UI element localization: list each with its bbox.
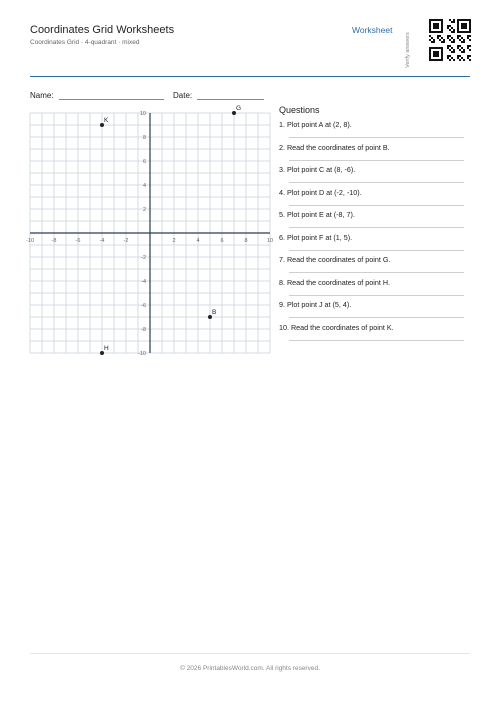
qr-module — [443, 39, 445, 41]
x-tick-label: -8 — [51, 238, 57, 244]
qr-module — [453, 49, 455, 51]
question-item — [279, 317, 464, 340]
questions-heading: Questions — [279, 105, 320, 115]
qr-module — [467, 55, 469, 57]
qr-module — [453, 21, 455, 23]
qr-module — [469, 49, 471, 51]
qr-module — [449, 45, 451, 47]
qr-module — [441, 37, 443, 39]
qr-module — [449, 19, 451, 21]
qr-module — [447, 37, 449, 39]
point-label: H — [104, 345, 109, 352]
qr-module — [459, 45, 461, 47]
questions-list — [279, 114, 464, 339]
qr-module — [469, 35, 471, 37]
qr-module — [437, 35, 439, 37]
qr-module — [459, 59, 461, 61]
qr-finder-center — [433, 23, 439, 29]
question-text: 5. Plot point E at (-8, 7). — [279, 210, 355, 219]
y-tick-label: -4 — [141, 279, 146, 285]
qr-module — [443, 41, 445, 43]
qr-module — [463, 59, 465, 61]
question-text: 9. Plot point J at (5, 4). — [279, 300, 352, 309]
qr-module — [463, 49, 465, 51]
question-item — [279, 137, 464, 160]
qr-module — [451, 27, 453, 29]
y-tick-label: -2 — [141, 255, 146, 261]
qr-module — [469, 55, 471, 57]
qr-module — [429, 35, 431, 37]
qr-module — [453, 51, 455, 53]
qr-module — [437, 37, 439, 39]
qr-module — [451, 41, 453, 43]
name-label: Name: — [30, 91, 54, 100]
qr-module — [431, 37, 433, 39]
qr-module — [453, 59, 455, 61]
qr-module — [469, 59, 471, 61]
point-label: B — [212, 309, 217, 316]
x-tick-label: 4 — [196, 238, 200, 244]
qr-module — [433, 39, 435, 41]
qr-module — [467, 47, 469, 49]
qr-module — [461, 41, 463, 43]
worksheet-tag: Worksheet — [352, 25, 393, 35]
x-tick-label: -4 — [99, 238, 105, 244]
y-tick-label: 4 — [142, 183, 146, 189]
question-item — [279, 294, 464, 317]
question-text: 6. Plot point F at (1, 5). — [279, 232, 353, 242]
x-tick-label: -10 — [26, 238, 34, 244]
qr-module — [449, 39, 451, 41]
qr-module — [439, 39, 441, 41]
header-divider — [30, 76, 470, 77]
question-item — [279, 204, 464, 227]
qr-module — [453, 41, 455, 43]
qr-module — [453, 31, 455, 33]
question-text: 4. Plot point D at (-2, -10). — [279, 187, 362, 197]
qr-module — [449, 59, 451, 61]
y-tick-label: -10 — [138, 351, 146, 357]
y-tick-label: -6 — [141, 303, 146, 309]
qr-module — [467, 35, 469, 37]
question-text: 7. Read the coordinates of point G. — [279, 255, 391, 264]
point-label: K — [104, 117, 109, 124]
qr-module — [461, 57, 463, 59]
qr-finder-center — [461, 23, 467, 29]
x-tick-label: 8 — [244, 238, 248, 244]
page-subtitle: Coordinates Grid · 4-quadrant · mixed — [30, 39, 140, 46]
footer-copyright: © 2026 PrintablesWorld.com. All rights reserved. — [180, 665, 320, 672]
qr-module — [451, 31, 453, 33]
page-title: Coordinates Grid Worksheets — [30, 24, 175, 36]
qr-module — [449, 49, 451, 51]
date-blank[interactable] — [197, 90, 264, 100]
qr-module — [457, 45, 459, 47]
qr-module — [431, 41, 433, 43]
qr-module — [461, 51, 463, 53]
qr-module — [449, 55, 451, 57]
qr-module — [469, 45, 471, 47]
question-item — [279, 272, 464, 295]
qr-module — [433, 41, 435, 43]
qr-module — [469, 39, 471, 41]
qr-module — [467, 45, 469, 47]
y-tick-label: -8 — [141, 327, 146, 333]
question-text: 8. Read the coordinates of point H. — [279, 277, 391, 287]
qr-module — [459, 39, 461, 41]
question-item — [279, 249, 464, 272]
question-text: 10. Read the coordinates of point K. — [279, 322, 394, 332]
qr-module — [459, 35, 461, 37]
qr-module — [457, 47, 459, 49]
qr-module — [447, 45, 449, 47]
qr-module — [459, 49, 461, 51]
question-item — [279, 227, 464, 250]
y-tick-label: 2 — [142, 207, 146, 213]
qr-module — [463, 39, 465, 41]
qr-module — [449, 35, 451, 37]
x-tick-label: -6 — [75, 238, 81, 244]
qr-module — [457, 35, 459, 37]
qr-module — [459, 55, 461, 57]
date-field[interactable] — [173, 90, 264, 100]
coordinate-grid[interactable] — [26, 105, 274, 357]
qr-module — [453, 39, 455, 41]
verify-answers-label: Verify answers — [405, 32, 411, 68]
qr-module — [463, 51, 465, 53]
answer-line[interactable] — [289, 340, 464, 341]
qr-module — [457, 55, 459, 57]
qr-module — [441, 41, 443, 43]
y-tick-label: 8 — [142, 135, 146, 141]
point-label: G — [236, 105, 242, 112]
qr-module — [429, 39, 431, 41]
qr-module — [439, 35, 441, 37]
x-tick-label: 6 — [220, 238, 224, 244]
qr-module — [457, 57, 459, 59]
qr-module — [451, 51, 453, 53]
qr-module — [449, 25, 451, 27]
qr-module — [449, 29, 451, 31]
qr-module — [447, 25, 449, 27]
x-tick-label: 2 — [172, 238, 176, 244]
qr-module — [461, 47, 463, 49]
qr-module — [447, 27, 449, 29]
qr-module — [453, 29, 455, 31]
qr-module — [451, 21, 453, 23]
question-text: 3. Plot point C at (8, -6). — [279, 165, 356, 174]
qr-module — [453, 19, 455, 21]
qr-module — [463, 41, 465, 43]
y-tick-label: 10 — [139, 111, 146, 117]
qr-module — [447, 55, 449, 57]
name-field[interactable] — [30, 90, 164, 100]
question-item — [279, 182, 464, 205]
qr-code-icon[interactable] — [427, 17, 473, 73]
qr-module — [461, 37, 463, 39]
question-text: 2. Read the coordinates of point B. — [279, 142, 390, 152]
qr-finder-center — [433, 51, 439, 57]
x-tick-label: 10 — [266, 238, 274, 244]
qr-module — [467, 37, 469, 39]
y-tick-label: 6 — [142, 159, 146, 165]
date-label: Date: — [173, 91, 193, 100]
qr-module — [447, 57, 449, 59]
qr-module — [447, 35, 449, 37]
qr-module — [451, 47, 453, 49]
qr-module — [447, 47, 449, 49]
question-text: 1. Plot point A at (2, 8). — [279, 120, 352, 129]
qr-module — [451, 37, 453, 39]
footer-divider — [30, 653, 470, 654]
qr-module — [451, 57, 453, 59]
qr-module — [467, 57, 469, 59]
question-item — [279, 114, 464, 137]
question-item — [279, 159, 464, 182]
name-blank[interactable] — [59, 90, 164, 100]
x-tick-label: -2 — [123, 238, 129, 244]
qr-module — [457, 37, 459, 39]
